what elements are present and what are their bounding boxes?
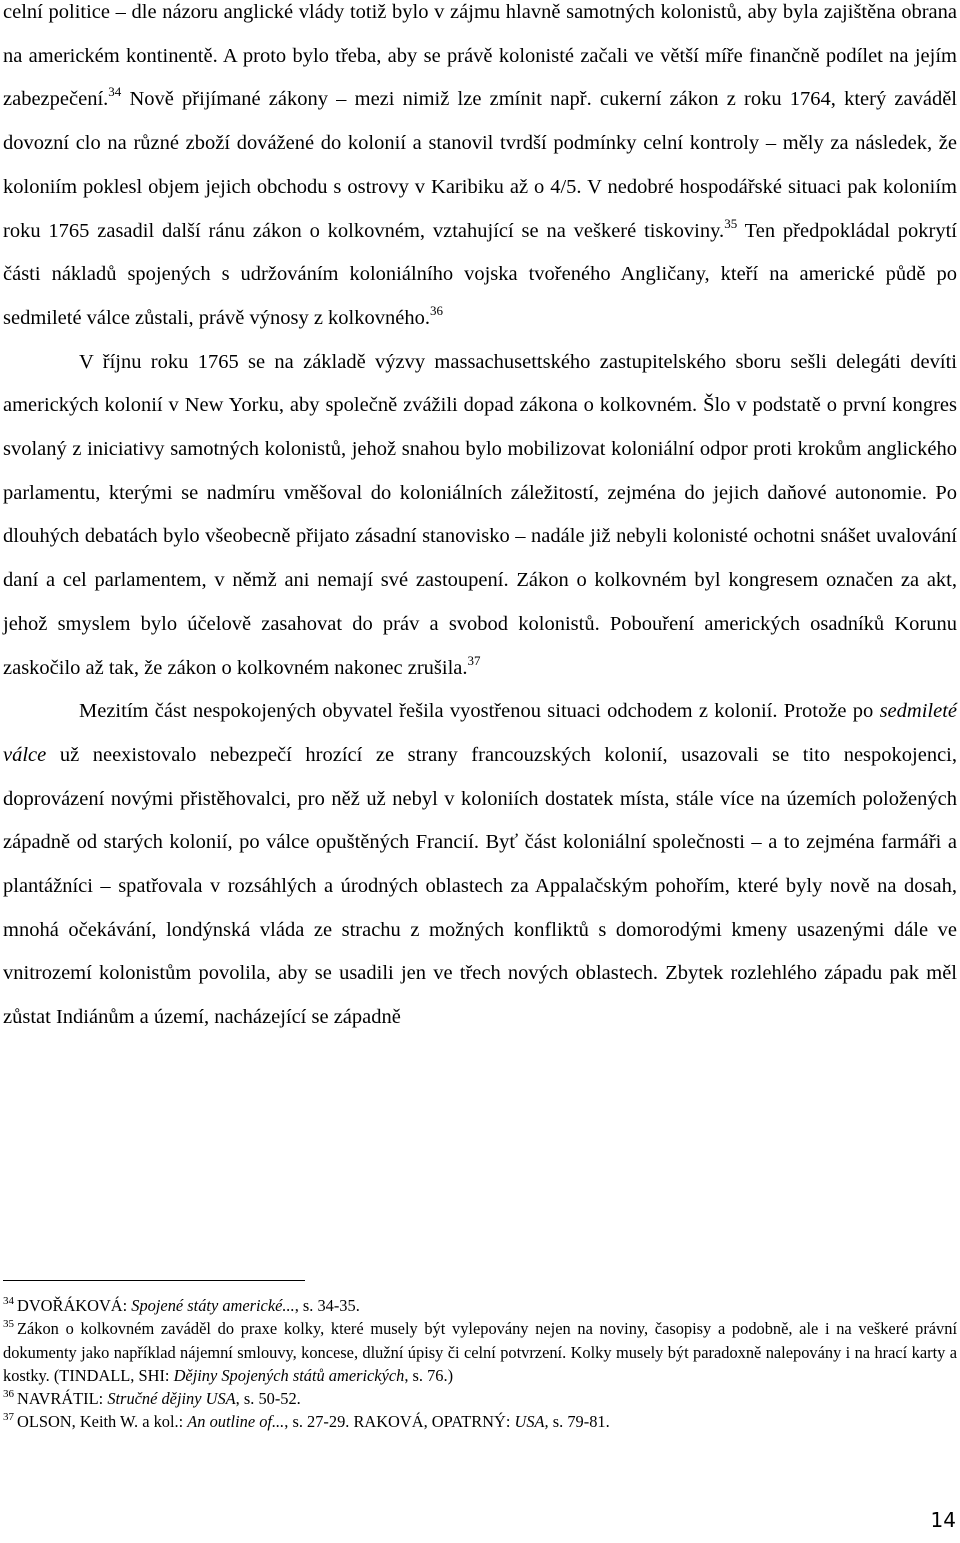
- footnote-text: NAVRÁTIL:: [17, 1389, 108, 1409]
- sedmileta-valka-link[interactable]: sedmileté válce: [3, 700, 957, 766]
- footnote-text: s. 79-81.: [548, 1412, 610, 1432]
- paragraph-3-text-b: už neexistovalo nebezpečí hrozící ze strany francouzských kolonií, usazovali se tito nespokojenci, doprovázení novými přistěhovalci, pro něž už nebyl v koloniích dostatek místa, stále více na územích položených západně od starých kolonií, po válce opuštěných Francií. Byť část koloniální společnosti – a to zejména farmáři a plantážníci – spatřovala v rozsáhlých a úrodných oblastech za Appalačským pohořím, které byly nově na dosah, mnohá očekávání, londýnská vláda ze strachu z možných konfliktů s domorodými kmeny usazenými dále ve vnitrozemí kolonistům povolila, aby se usadili jen ve třech nových oblastech. Zbytek rozlehlého západu pak měl zůstat Indiánům a území, nacházející se západně: [3, 743, 957, 1029]
- footnote-text: OLSON, Keith W. a kol.:: [17, 1412, 188, 1432]
- footnote-text: Zákon o kolkovném zaváděl do praxe kolky, které musely být vylepovány nejen na noviny, časopisy a podobně, ale i na veškeré právní dokumenty jako například nájemní smlouvy, koncese, dlužní úpisy či celní potvrzení. Kolky musely být paradoxně nalepovány i na hrací karty a kostky. (TINDALL, SHI:: [3, 1319, 957, 1385]
- paragraph-2: [3, 341, 957, 691]
- footnote-title: USA,: [514, 1412, 549, 1432]
- footnote-number: 34: [3, 1295, 14, 1307]
- footnote-separator: [3, 1280, 305, 1281]
- footnote-ref-36[interactable]: 36: [429, 302, 443, 318]
- footnote-number: 35: [3, 1318, 14, 1331]
- paragraph-1: [3, 0, 957, 341]
- footnote-ref-35[interactable]: 35: [724, 215, 738, 231]
- footnote-text: , s. 50-52.: [235, 1389, 301, 1409]
- footnote-ref-34[interactable]: 34: [108, 84, 122, 100]
- footnote-35: [3, 1317, 957, 1387]
- paragraph-1-text-b: Nově přijímané zákony – mezi nimiž lze zmínit např. cukerní zákon z roku 1764, který zaváděl dovozní clo na různé zboží dovážené do kolonií a stanovil tvrdší podmínky celní kontroly – měly za následek, že koloniím poklesl objem jejich obchodu s ostrovy v Karibiku až o 4/5. V nedobré hospodářské situaci pak koloniím roku 1765 zasadil další ránu zákon o kolkovném, vztahující se na veškeré tiskoviny.: [3, 88, 957, 242]
- footnote-title: Dějiny Spojených států amerických: [173, 1365, 405, 1385]
- footnotes: [3, 1294, 957, 1434]
- footnote-36: [3, 1387, 957, 1410]
- paragraph-3-text-a: Mezitím část nespokojených obyvatel řešila vyostřenou situaci odchodem z kolonií. Protože po: [79, 700, 880, 723]
- footnote-text: , s. 76.): [404, 1365, 454, 1385]
- main-text: [3, 0, 957, 1040]
- paragraph-1-text-c: Ten předpokládal pokrytí části nákladů spojených s udržováním koloniálního vojska tvořeného Angličany, kteří na americké půdě po sedmileté válce zůstali, právě výnosy z kolkovného.: [3, 219, 957, 329]
- footnote-text: , s. 34-35.: [294, 1296, 360, 1315]
- footnote-34: [3, 1294, 957, 1317]
- paragraph-1-text-a: celní politice – dle názoru anglické vlády totiž bylo v zájmu hlavně samotných kolonistů, aby byla zajištěna obrana na americkém kontinentě. A proto bylo třeba, aby se právě kolonisté začali ve větší míře finančně podílet na jejím zabezpečení.: [3, 1, 957, 111]
- footnote-ref-37[interactable]: 37: [467, 652, 481, 668]
- page-number: 14: [930, 1508, 956, 1532]
- footnote-title: An outline of...: [187, 1412, 285, 1432]
- footnote-37: [3, 1410, 957, 1433]
- footnote-number: 36: [3, 1388, 14, 1401]
- footnote-title: Stručné dějiny USA: [107, 1389, 236, 1409]
- paragraph-2-text: V říjnu roku 1765 se na základě výzvy massachusettského zastupitelského sboru sešli delegáti devíti amerických kolonií v New Yorku, aby společně zvážili dopad zákona o kolkovném. Šlo v podstatě o první kongres svolaný z iniciativy samotných kolonistů, jehož snahou bylo mobilizovat koloniální odpor proti krokům anglického parlamentu, kterými se nadmíru vměšoval do koloniálních záležitostí, zejména do jejich daňové autonomie. Po dlouhých debatách bylo všeobecně přijato zásadní stanovisko – nadále již nebyli kolonisté ochotni snášet uvalování daní a cel parlamentem, v němž ani nemají své zastoupení. Zákon o kolkovném byl kongresem označen za akt, jehož smyslem bylo účelově zasahovat do práv a svobod kolonistů. Pobouření amerických osadníků Korunu zaskočilo až tak, že zákon o kolkovném nakonec zrušila.: [3, 350, 957, 679]
- footnote-title: Spojené státy americké...: [131, 1296, 295, 1315]
- footnote-number: 37: [3, 1411, 14, 1424]
- footnote-text: DVOŘÁKOVÁ:: [17, 1296, 132, 1315]
- footnote-text: , s. 27-29. RAKOVÁ, OPATRNÝ:: [284, 1412, 515, 1432]
- paragraph-3: [3, 690, 957, 1040]
